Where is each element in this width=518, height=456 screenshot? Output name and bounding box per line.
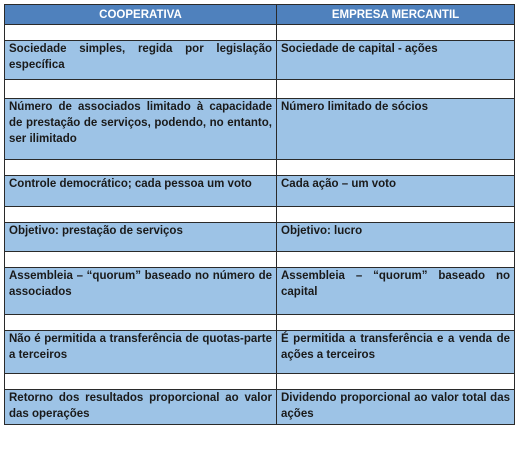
cooperativa-cell: Retorno dos resultados proporcional ao valor das operações [5, 390, 277, 425]
cooperativa-cell: Objetivo: prestação de serviços [5, 223, 277, 252]
empresa-cell: Número limitado de sócios [277, 99, 515, 160]
table-row [5, 176, 515, 207]
table-row [5, 390, 515, 425]
empresa-cell: É permitida a transferência e a venda de ações a terceiros [277, 331, 515, 374]
empresa-cell: Cada ação – um voto [277, 176, 515, 207]
cooperativa-cell: Assembleia – “quorum” baseado no número de associados [5, 268, 277, 315]
empresa-cell: Objetivo: lucro [277, 223, 515, 252]
spacer-row [5, 252, 515, 268]
cooperativa-cell: Não é permitida a transferência de quotas-parte a terceiros [5, 331, 277, 374]
spacer-row [5, 315, 515, 331]
spacer-row [5, 25, 515, 41]
table-row [5, 99, 515, 160]
cooperativa-cell: Sociedade simples, regida por legislação específica [5, 41, 277, 80]
table-row [5, 41, 515, 80]
empresa-cell: Assembleia – “quorum” baseado no capital [277, 268, 515, 315]
spacer-row [5, 207, 515, 223]
cooperativa-cell: Número de associados limitado à capacidade de prestação de serviços, podendo, no entanto, ser ilimitado [5, 99, 277, 160]
spacer-row [5, 160, 515, 176]
empresa-cell: Dividendo proporcional ao valor total das ações [277, 390, 515, 425]
table-row [5, 268, 515, 315]
header-cooperativa: COOPERATIVA [5, 5, 277, 25]
table-row [5, 331, 515, 374]
spacer-row [5, 374, 515, 390]
comparison-table [4, 4, 515, 425]
comparison-table-container [4, 4, 514, 425]
empresa-cell: Sociedade de capital - ações [277, 41, 515, 80]
table-row [5, 223, 515, 252]
table-header-row [5, 5, 515, 25]
cooperativa-cell: Controle democrático; cada pessoa um voto [5, 176, 277, 207]
header-empresa-mercantil: EMPRESA MERCANTIL [277, 5, 515, 25]
spacer-row [5, 80, 515, 99]
